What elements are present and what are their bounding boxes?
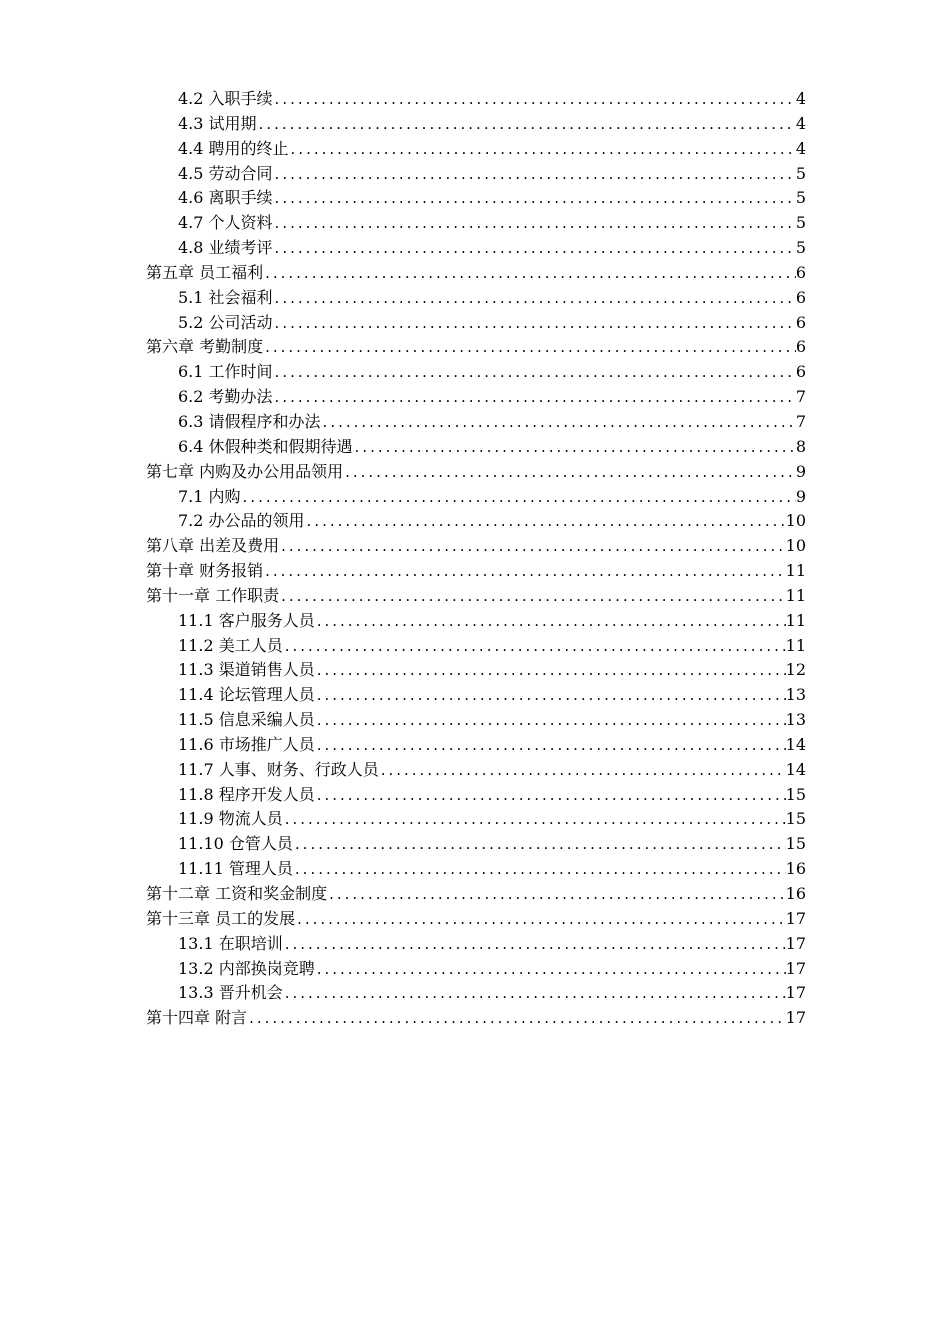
toc-page-number: 8 — [795, 436, 806, 456]
toc-section-entry[interactable] — [146, 509, 806, 534]
toc-page-number: 9 — [795, 486, 806, 506]
toc-section-entry[interactable] — [146, 832, 806, 857]
toc-entry-label: 第八章 出差及费用 — [146, 536, 280, 556]
table-of-contents — [146, 87, 806, 1031]
toc-entry-label: 11.6 市场推广人员 — [178, 734, 315, 754]
toc-dot-leader — [241, 485, 796, 510]
toc-chapter-entry[interactable] — [146, 559, 806, 584]
toc-entry-label: 5.2 公司活动 — [178, 312, 273, 332]
toc-page-number: 11 — [785, 610, 806, 630]
toc-dot-leader — [315, 957, 786, 982]
toc-section-entry[interactable] — [146, 634, 806, 659]
toc-page-number: 15 — [785, 809, 806, 829]
toc-page-number: 9 — [795, 461, 806, 481]
toc-dot-leader — [379, 758, 786, 783]
toc-dot-leader — [283, 981, 786, 1006]
toc-page-number: 15 — [785, 834, 806, 854]
toc-page-number: 17 — [785, 908, 806, 928]
toc-dot-leader — [273, 360, 796, 385]
toc-entry-label: 5.1 社会福利 — [178, 287, 273, 307]
toc-section-entry[interactable] — [146, 435, 806, 460]
toc-dot-leader — [273, 385, 796, 410]
toc-dot-leader — [279, 534, 786, 559]
toc-page-number: 4 — [795, 138, 806, 158]
toc-entry-label: 第十二章 工资和奖金制度 — [146, 884, 328, 903]
toc-section-entry[interactable] — [146, 485, 806, 510]
toc-dot-leader — [289, 137, 796, 162]
toc-entry-label: 11.5 信息采编人员 — [178, 710, 315, 730]
toc-section-entry[interactable] — [146, 708, 806, 733]
toc-section-entry[interactable] — [146, 137, 806, 162]
toc-dot-leader — [283, 634, 786, 659]
toc-dot-leader — [315, 783, 786, 808]
toc-entry-label: 11.8 程序开发人员 — [178, 784, 315, 804]
toc-dot-leader — [273, 162, 796, 187]
toc-dot-leader — [279, 584, 786, 609]
toc-section-entry[interactable] — [146, 162, 806, 187]
toc-dot-leader — [293, 832, 786, 857]
toc-page-number: 11 — [785, 635, 806, 655]
toc-chapter-entry[interactable] — [146, 261, 806, 286]
toc-entry-label: 7.1 内购 — [178, 486, 241, 506]
toc-entry-label: 11.2 美工人员 — [178, 635, 283, 655]
toc-page-number: 6 — [795, 362, 806, 382]
toc-section-entry[interactable] — [146, 857, 806, 882]
toc-dot-leader — [305, 509, 786, 534]
toc-dot-leader — [315, 683, 786, 708]
toc-page-number: 15 — [785, 784, 806, 804]
toc-page-number: 14 — [785, 734, 806, 754]
toc-entry-label: 第十三章 员工的发展 — [146, 908, 296, 928]
toc-entry-label: 第十一章 工作职责 — [146, 585, 280, 605]
toc-chapter-entry[interactable] — [146, 460, 806, 485]
toc-page-number: 7 — [795, 387, 806, 407]
toc-section-entry[interactable] — [146, 981, 806, 1006]
toc-page-number: 10 — [785, 536, 806, 556]
toc-page-number: 5 — [795, 213, 806, 233]
toc-entry-label: 13.1 在职培训 — [178, 933, 283, 953]
toc-section-entry[interactable] — [146, 186, 806, 211]
toc-entry-label: 4.6 离职手续 — [178, 188, 273, 208]
toc-entry-label: 11.7 人事、财务、行政人员 — [178, 759, 379, 779]
toc-dot-leader — [273, 311, 796, 336]
toc-entry-label: 4.8 业绩考评 — [178, 238, 273, 258]
toc-chapter-entry[interactable] — [146, 584, 806, 609]
toc-entry-label: 6.1 工作时间 — [178, 362, 273, 382]
toc-section-entry[interactable] — [146, 360, 806, 385]
toc-dot-leader — [315, 658, 786, 683]
toc-dot-leader — [263, 261, 796, 286]
toc-dot-leader — [263, 559, 786, 584]
toc-dot-leader — [273, 186, 796, 211]
toc-section-entry[interactable] — [146, 957, 806, 982]
toc-dot-leader — [343, 460, 796, 485]
toc-dot-leader — [257, 112, 796, 137]
toc-dot-leader — [273, 236, 796, 261]
toc-page-number: 17 — [785, 983, 806, 1003]
toc-page-number: 6 — [795, 287, 806, 307]
toc-section-entry[interactable] — [146, 683, 806, 708]
toc-page-number: 12 — [785, 660, 806, 680]
toc-page-number: 14 — [785, 759, 806, 779]
toc-entry-label: 7.2 办公品的领用 — [178, 511, 305, 531]
toc-page-number: 17 — [785, 933, 806, 953]
toc-entry-label: 11.3 渠道销售人员 — [178, 660, 315, 680]
toc-page-number: 17 — [785, 958, 806, 978]
toc-page-number: 5 — [795, 163, 806, 183]
toc-section-entry[interactable] — [146, 112, 806, 137]
toc-section-entry[interactable] — [146, 311, 806, 336]
toc-entry-label: 4.5 劳动合同 — [178, 163, 273, 183]
toc-entry-label: 4.2 入职手续 — [178, 89, 273, 108]
toc-section-entry[interactable] — [146, 87, 806, 112]
toc-page-number: 4 — [795, 89, 806, 108]
toc-entry-label: 4.4 聘用的终止 — [178, 138, 289, 158]
toc-page-number: 13 — [785, 710, 806, 730]
toc-dot-leader — [295, 907, 786, 932]
toc-entry-label: 第七章 内购及办公用品领用 — [146, 461, 344, 481]
toc-dot-leader — [273, 87, 796, 112]
toc-dot-leader — [283, 932, 786, 957]
toc-section-entry[interactable] — [146, 658, 806, 683]
toc-section-entry[interactable] — [146, 609, 806, 634]
toc-entry-label: 第十章 财务报销 — [146, 561, 264, 581]
toc-page-number: 6 — [795, 312, 806, 332]
toc-entry-label: 11.11 管理人员 — [178, 859, 293, 879]
toc-section-entry[interactable] — [146, 932, 806, 957]
toc-page-number: 7 — [795, 411, 806, 431]
toc-entry-label: 4.7 个人资料 — [178, 213, 273, 233]
toc-section-entry[interactable] — [146, 286, 806, 311]
toc-entry-label: 第十四章 附言 — [146, 1008, 248, 1028]
toc-page-number: 5 — [795, 238, 806, 258]
toc-entry-label: 4.3 试用期 — [178, 113, 257, 133]
toc-dot-leader — [315, 708, 786, 733]
toc-section-entry[interactable] — [146, 236, 806, 261]
toc-dot-leader — [283, 807, 786, 832]
toc-dot-leader — [273, 211, 796, 236]
toc-chapter-entry[interactable] — [146, 335, 806, 360]
toc-dot-leader — [327, 882, 786, 907]
toc-entry-label: 13.2 内部换岗竞聘 — [178, 958, 315, 978]
toc-dot-leader — [263, 335, 796, 360]
toc-page-number: 4 — [795, 113, 806, 133]
toc-page-number: 11 — [785, 585, 806, 605]
toc-page-number: 16 — [785, 884, 806, 903]
toc-chapter-entry[interactable] — [146, 1006, 806, 1031]
toc-section-entry[interactable] — [146, 758, 806, 783]
toc-section-entry[interactable] — [146, 783, 806, 808]
toc-entry-label: 11.10 仓管人员 — [178, 834, 293, 854]
toc-entry-label: 11.9 物流人员 — [178, 809, 283, 829]
toc-dot-leader — [315, 733, 786, 758]
toc-entry-label: 6.3 请假程序和办法 — [178, 411, 321, 431]
toc-page-number: 11 — [785, 561, 806, 581]
toc-chapter-entry[interactable] — [146, 534, 806, 559]
toc-entry-label: 11.4 论坛管理人员 — [178, 685, 315, 705]
toc-dot-leader — [353, 435, 796, 460]
toc-entry-label: 6.4 休假种类和假期待遇 — [178, 436, 353, 456]
toc-chapter-entry[interactable] — [146, 882, 806, 907]
toc-page-number: 13 — [785, 685, 806, 705]
toc-page-number: 10 — [785, 511, 806, 531]
toc-section-entry[interactable] — [146, 733, 806, 758]
toc-page-number: 6 — [795, 262, 806, 282]
toc-dot-leader — [293, 857, 786, 882]
toc-page-number: 17 — [785, 1008, 806, 1028]
toc-entry-label: 第六章 考勤制度 — [146, 337, 264, 357]
toc-page-number: 6 — [795, 337, 806, 357]
toc-section-entry[interactable] — [146, 410, 806, 435]
toc-dot-leader — [315, 609, 786, 634]
toc-entry-label: 11.1 客户服务人员 — [178, 610, 315, 630]
toc-entry-label: 6.2 考勤办法 — [178, 387, 273, 407]
toc-page-number: 5 — [795, 188, 806, 208]
toc-dot-leader — [321, 410, 796, 435]
toc-chapter-entry[interactable] — [146, 907, 806, 932]
toc-entry-label: 第五章 员工福利 — [146, 262, 264, 282]
toc-section-entry[interactable] — [146, 385, 806, 410]
toc-dot-leader — [247, 1006, 786, 1031]
toc-page-number: 16 — [785, 859, 806, 879]
toc-section-entry[interactable] — [146, 211, 806, 236]
toc-section-entry[interactable] — [146, 807, 806, 832]
toc-entry-label: 13.3 晋升机会 — [178, 983, 283, 1003]
toc-dot-leader — [273, 286, 796, 311]
